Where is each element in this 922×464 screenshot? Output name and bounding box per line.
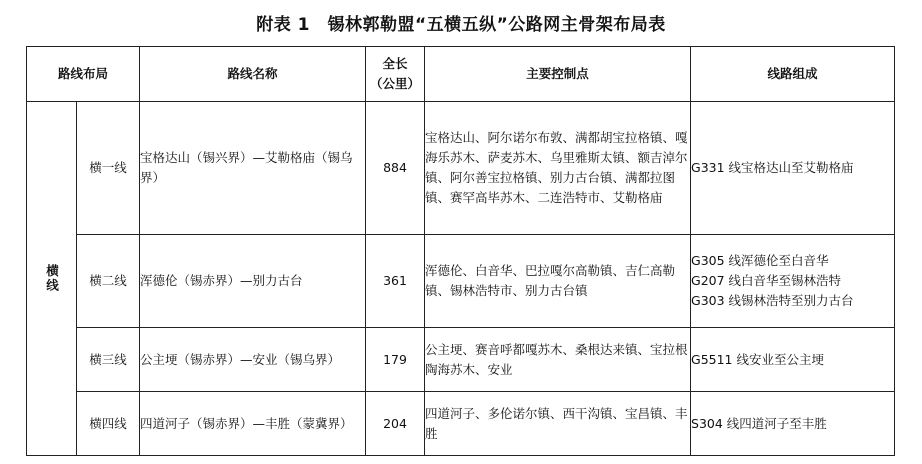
- row-id: 横四线: [77, 392, 140, 456]
- row-name: 浑德伦（锡赤界）—别力古台: [140, 235, 366, 328]
- composition-line: G331 线宝格达山至艾勒格庙: [691, 160, 854, 175]
- table-row: [27, 235, 895, 328]
- composition-line: S304 线四道河子至丰胜: [691, 415, 827, 431]
- row-length: 179: [366, 328, 425, 392]
- table-row: [27, 102, 895, 235]
- header-points: 主要控制点: [425, 47, 691, 102]
- header-length-line1: 全长: [382, 56, 408, 71]
- row-name: 四道河子（锡赤界）—丰胜（蒙冀界）: [140, 392, 366, 456]
- row-points: 宝格达山、阿尔诺尔布敦、满都胡宝拉格镇、嘎海乐苏木、萨麦苏木、乌里雅斯太镇、额吉淖尔镇、阿尔善宝拉格镇、别力古台镇、满都拉图镇、赛罕高毕苏木、二连浩特市、艾勒格庙: [425, 102, 691, 235]
- composition-line: G207 线白音华至锡林浩特: [691, 273, 842, 288]
- row-composition: [691, 392, 895, 456]
- row-composition: [691, 102, 895, 235]
- row-length: 884: [366, 102, 425, 235]
- table-header-row: [27, 47, 895, 102]
- header-composition: 线路组成: [691, 47, 895, 102]
- row-id: 横一线: [77, 102, 140, 235]
- header-length: [366, 47, 425, 102]
- row-name: 公主埂（锡赤界）—安业（锡乌界）: [140, 328, 366, 392]
- row-points: 浑德伦、白音华、巴拉嘎尔高勒镇、吉仁高勒镇、锡林浩特市、别力古台镇: [425, 235, 691, 328]
- row-id: 横三线: [77, 328, 140, 392]
- row-name: 宝格达山（锡兴界）—艾勒格庙（锡乌界）: [140, 102, 366, 235]
- composition-line: G305 线浑德伦至白音华: [691, 253, 829, 268]
- composition-line: G303 线锡林浩特至别力古台: [691, 293, 854, 308]
- row-points: 四道河子、多伦诺尔镇、西干沟镇、宝昌镇、丰胜: [425, 392, 691, 456]
- row-id: 横二线: [77, 235, 140, 328]
- header-layout: 路线布局: [27, 47, 140, 102]
- row-length: 204: [366, 392, 425, 456]
- route-layout-table: [26, 46, 895, 456]
- row-points: 公主埂、赛音呼都嘎苏木、桑根达来镇、宝拉根陶海苏木、安业: [425, 328, 691, 392]
- page-title: 附表 1 锡林郭勒盟“五横五纵”公路网主骨架布局表: [256, 15, 666, 35]
- table-row: [27, 392, 895, 456]
- row-composition: [691, 328, 895, 392]
- table-row: [27, 328, 895, 392]
- row-composition: [691, 235, 895, 328]
- header-name: 路线名称: [140, 47, 366, 102]
- composition-line: G5511 线安业至公主埂: [691, 351, 824, 367]
- group-label: 横线: [27, 102, 77, 456]
- header-length-line2: （公里）: [370, 76, 421, 91]
- row-length: 361: [366, 235, 425, 328]
